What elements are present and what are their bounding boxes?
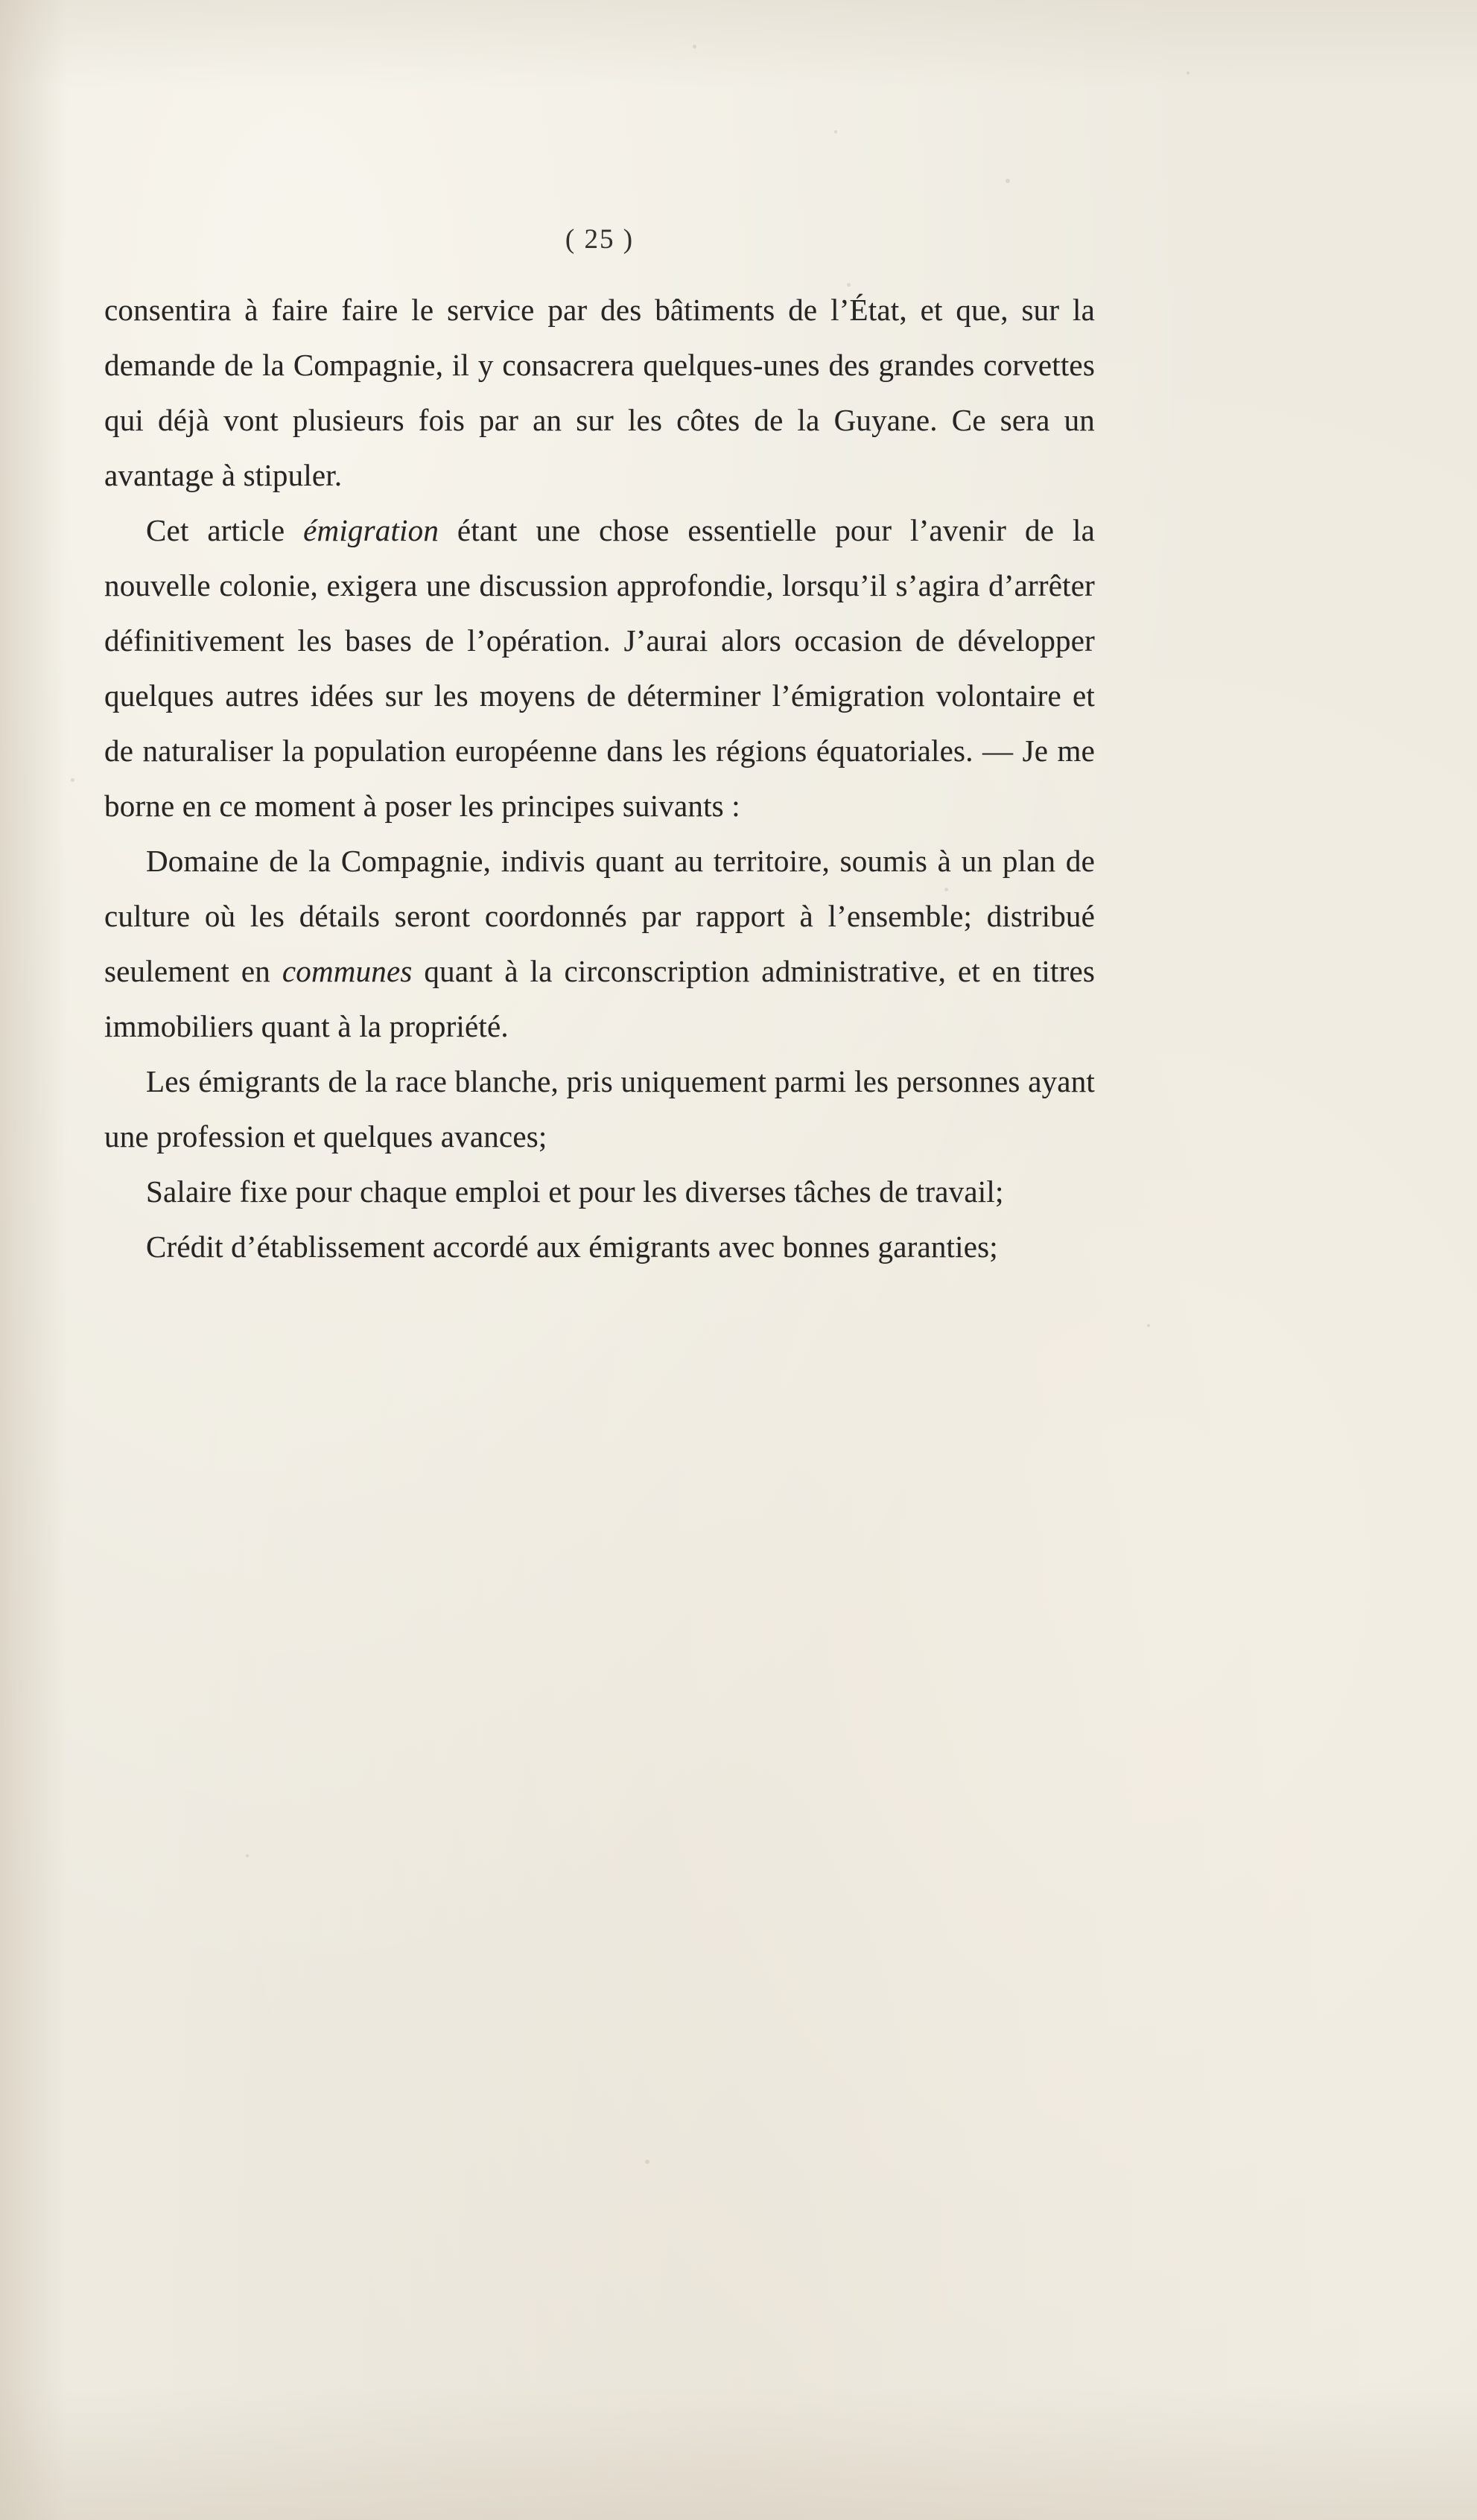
text-run: Cet article: [146, 513, 304, 547]
paper-speck: [1006, 179, 1010, 183]
page-left-shading: [0, 0, 67, 2520]
paper-speck: [1147, 1324, 1150, 1327]
page-top-shading: [0, 0, 1477, 89]
page-number: ( 25 ): [565, 224, 635, 255]
paragraph: [104, 1164, 1095, 1219]
text-run: Crédit d’établissement accordé aux émigrants avec bonnes garanties;: [146, 1229, 998, 1264]
paragraph: [104, 503, 1095, 833]
italic-run: communes: [282, 954, 413, 988]
paper-speck: [693, 45, 696, 48]
text-run: consentira à faire faire le service par des bâtiments de l’État, et que, sur la demande de la Compagnie, il y consacrera quelques-unes des grandes corvettes qui déjà vont plusieurs fois par an sur les côtes de la Guyane. Ce sera un avantage à stipuler.: [104, 293, 1095, 492]
paragraph: [104, 1054, 1095, 1164]
text-run: Salaire fixe pour chaque emploi et pour les diverses tâches de travail;: [146, 1174, 1004, 1209]
italic-run: émigration: [303, 513, 439, 547]
paper-speck: [246, 1854, 249, 1857]
page-body: [104, 282, 1095, 1274]
paper-speck: [645, 2160, 649, 2164]
paragraph: [104, 833, 1095, 1054]
paper-speck: [71, 778, 74, 782]
page-text-column: [104, 223, 1095, 1274]
paragraph: [104, 1219, 1095, 1274]
text-run: étant une chose essentielle pour l’avenir de la nouvelle colonie, exigera une discussion approfondie, lorsqu’il s’agira d’arrêter définitivement les bases de l’opération. J’aurai alors occasion de développer quelques autres idées sur les moyens de déterminer l’émigration volontaire et de naturaliser la population européenne dans les régions équatoriales. — Je me borne en ce moment à poser les principes suivants :: [104, 513, 1095, 823]
text-run: Domaine de la Compagnie, indivis quant au territoire, soumis à un plan de culture où les détails seront coordonnés par rapport à l’ensemble; distribué seulement en: [104, 844, 1095, 988]
text-run: quant à la circonscription administrative, et en titres immobiliers quant à la propriété.: [104, 954, 1095, 1043]
page-bottom-shading: [0, 2386, 1477, 2520]
paper-speck: [834, 130, 837, 133]
paper-speck: [1187, 71, 1189, 74]
text-run: Les émigrants de la race blanche, pris uniquement parmi les personnes ayant une profession et quelques avances;: [104, 1064, 1095, 1154]
paragraph: [104, 282, 1095, 503]
